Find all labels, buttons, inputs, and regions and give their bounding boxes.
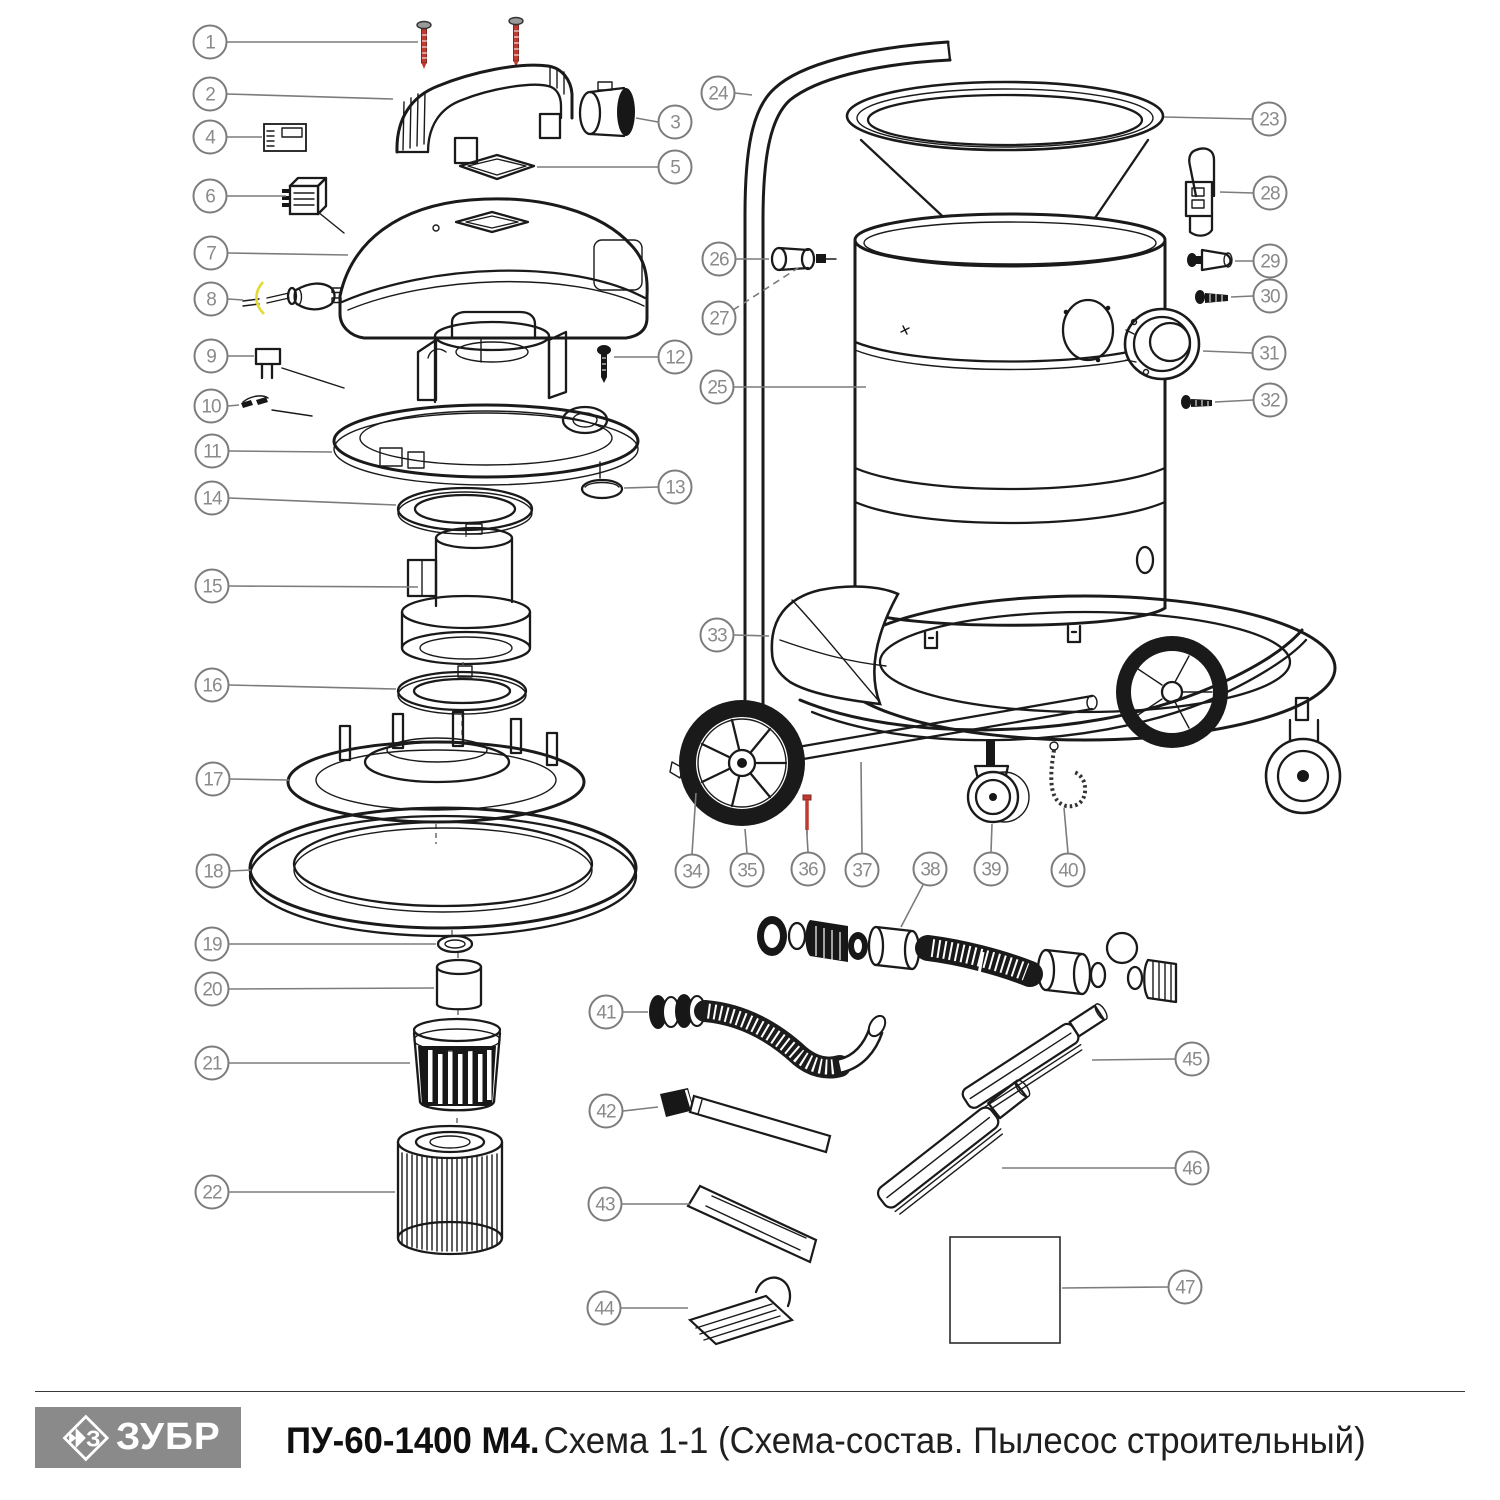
part-coupling-set-38 bbox=[757, 916, 1176, 1002]
callout-19 bbox=[196, 928, 437, 961]
callout-number-30: 30 bbox=[1260, 286, 1280, 308]
leader-line-40 bbox=[1064, 808, 1068, 853]
callout-number-17: 17 bbox=[203, 769, 223, 791]
callout-number-39: 39 bbox=[981, 859, 1001, 881]
part-hook-40 bbox=[1050, 742, 1085, 806]
leader-line-18 bbox=[230, 870, 251, 871]
callout-21 bbox=[196, 1047, 411, 1080]
callout-28 bbox=[1220, 177, 1287, 210]
callout-number-5: 5 bbox=[670, 157, 680, 179]
part-float-valve-29 bbox=[1187, 250, 1232, 270]
callout-26 bbox=[703, 243, 770, 276]
callout-10 bbox=[195, 390, 240, 423]
part-oring-19 bbox=[438, 936, 472, 960]
callout-number-26: 26 bbox=[709, 249, 729, 271]
leader-line-7 bbox=[228, 253, 348, 255]
callout-6 bbox=[194, 180, 287, 213]
callout-number-35: 35 bbox=[737, 860, 757, 882]
callout-15 bbox=[196, 570, 419, 603]
part-switch-6 bbox=[282, 178, 344, 233]
callout-35 bbox=[731, 829, 764, 887]
part-power-cord-8 bbox=[243, 282, 341, 314]
part-hose-41 bbox=[649, 994, 889, 1068]
leader-line-33 bbox=[734, 635, 769, 636]
callout-7 bbox=[195, 237, 349, 270]
part-tank-25 bbox=[855, 214, 1165, 635]
leader-line-42 bbox=[623, 1107, 658, 1111]
callout-22 bbox=[196, 1176, 396, 1209]
callout-number-16: 16 bbox=[202, 675, 222, 697]
leader-line-38 bbox=[901, 883, 924, 927]
scheme-subtitle: Схема 1-1 (Схема-состав. Пылесос строительный) bbox=[543, 1420, 1366, 1461]
part-cord-hook-3 bbox=[580, 82, 635, 136]
leader-line-30 bbox=[1231, 296, 1253, 297]
part-crevice-nozzle-43 bbox=[688, 1186, 816, 1262]
callout-5 bbox=[537, 151, 692, 184]
callout-number-3: 3 bbox=[670, 112, 680, 134]
callout-23 bbox=[1164, 103, 1286, 136]
part-motor-15 bbox=[402, 524, 530, 677]
callout-2 bbox=[194, 78, 394, 111]
part-cap-13 bbox=[582, 480, 622, 498]
callout-number-1: 1 bbox=[205, 32, 215, 54]
model-name: ПУ-60-1400 М4. bbox=[286, 1420, 540, 1461]
callout-number-31: 31 bbox=[1259, 343, 1279, 365]
leader-line-39 bbox=[991, 824, 992, 852]
footer-divider bbox=[35, 1391, 1465, 1392]
callout-20 bbox=[196, 973, 435, 1006]
part-motor-cover-7 bbox=[340, 199, 647, 362]
callout-number-25: 25 bbox=[707, 377, 727, 399]
leader-line-28 bbox=[1220, 192, 1253, 193]
callout-44 bbox=[588, 1292, 689, 1325]
callout-32 bbox=[1215, 384, 1287, 417]
callout-39 bbox=[975, 824, 1008, 886]
callout-42 bbox=[590, 1095, 659, 1128]
part-latch-28 bbox=[1186, 148, 1214, 235]
callout-8 bbox=[195, 283, 244, 316]
callout-number-27: 27 bbox=[709, 308, 729, 330]
part-filter-cage-21 bbox=[414, 1019, 500, 1125]
callout-13 bbox=[624, 471, 692, 504]
part-sleeve-20 bbox=[437, 960, 481, 1017]
callout-number-6: 6 bbox=[205, 186, 215, 208]
part-gasket-ring-14 bbox=[398, 488, 532, 534]
callout-number-20: 20 bbox=[202, 979, 222, 1001]
leader-line-47 bbox=[1062, 1287, 1168, 1288]
callout-number-10: 10 bbox=[201, 396, 221, 418]
callout-29 bbox=[1235, 245, 1287, 278]
part-screw-12 bbox=[597, 345, 611, 383]
callout-number-7: 7 bbox=[206, 243, 216, 265]
part-label-plate-4 bbox=[264, 124, 306, 151]
callout-number-34: 34 bbox=[682, 861, 702, 883]
part-pin-36 bbox=[803, 795, 811, 835]
leader-line-36 bbox=[807, 835, 808, 852]
part-screw-30 bbox=[1195, 290, 1228, 304]
callout-number-8: 8 bbox=[206, 289, 216, 311]
part-rear-wheel-35 bbox=[679, 700, 805, 826]
leader-line-3 bbox=[636, 118, 658, 122]
part-clip-10 bbox=[241, 396, 312, 416]
callout-number-38: 38 bbox=[920, 859, 940, 881]
leader-line-16 bbox=[229, 685, 396, 689]
callout-27 bbox=[703, 268, 799, 335]
zubr-logo-icon bbox=[58, 1412, 110, 1464]
part-fitting-26-27 bbox=[772, 248, 836, 270]
callout-number-46: 46 bbox=[1182, 1158, 1202, 1180]
callout-number-33: 33 bbox=[707, 625, 727, 647]
leader-line-37 bbox=[861, 762, 862, 853]
leader-line-2 bbox=[227, 94, 393, 99]
svg-text:З: З bbox=[85, 1424, 101, 1451]
callout-25 bbox=[701, 371, 867, 404]
callout-number-9: 9 bbox=[206, 346, 216, 368]
part-inlet-port-31 bbox=[1125, 309, 1199, 379]
callout-number-41: 41 bbox=[596, 1002, 616, 1024]
callout-number-19: 19 bbox=[202, 934, 222, 956]
callout-36 bbox=[792, 835, 825, 886]
diagram-title bbox=[286, 1420, 1366, 1462]
leader-line-23 bbox=[1164, 117, 1252, 119]
callout-number-45: 45 bbox=[1182, 1049, 1202, 1071]
leader-line-11 bbox=[229, 451, 332, 452]
part-screw-32 bbox=[1181, 395, 1212, 409]
part-motor-plate-11 bbox=[334, 322, 638, 485]
callout-number-43: 43 bbox=[595, 1194, 615, 1216]
callout-24 bbox=[702, 77, 753, 110]
callout-number-42: 42 bbox=[596, 1101, 616, 1123]
callout-18 bbox=[197, 855, 252, 888]
callout-30 bbox=[1231, 280, 1287, 313]
callout-4 bbox=[194, 121, 263, 154]
callout-47 bbox=[1062, 1271, 1202, 1304]
callout-3 bbox=[636, 106, 692, 139]
part-filter-cartridge-22 bbox=[398, 1126, 502, 1254]
leader-line-31 bbox=[1203, 351, 1252, 353]
callout-1 bbox=[194, 26, 419, 59]
leader-line-15 bbox=[229, 586, 418, 587]
callout-number-13: 13 bbox=[665, 477, 685, 499]
callout-number-28: 28 bbox=[1260, 183, 1280, 205]
callout-37 bbox=[846, 762, 879, 887]
leader-line-24 bbox=[735, 93, 752, 95]
callout-number-11: 11 bbox=[203, 441, 221, 463]
callout-number-47: 47 bbox=[1175, 1277, 1195, 1299]
callout-number-29: 29 bbox=[1260, 251, 1280, 273]
part-carry-handle-2 bbox=[397, 65, 572, 163]
callout-number-37: 37 bbox=[852, 860, 872, 882]
brand-text: ЗУБР bbox=[115, 1416, 221, 1458]
leader-line-17 bbox=[230, 779, 289, 780]
part-filter-bag-47 bbox=[950, 1237, 1060, 1343]
callout-45 bbox=[1092, 1043, 1209, 1076]
callout-number-32: 32 bbox=[1260, 390, 1280, 412]
callout-46 bbox=[1002, 1152, 1209, 1185]
callout-number-23: 23 bbox=[1259, 109, 1279, 131]
callout-number-24: 24 bbox=[708, 83, 728, 105]
callout-number-15: 15 bbox=[202, 576, 222, 598]
callout-9 bbox=[195, 340, 255, 373]
leader-line-27 bbox=[733, 268, 798, 310]
callout-31 bbox=[1203, 337, 1286, 370]
callout-number-22: 22 bbox=[202, 1182, 222, 1204]
callout-43 bbox=[589, 1188, 691, 1221]
part-caster-39 bbox=[968, 740, 1029, 822]
part-floor-brush-46 bbox=[875, 1078, 1041, 1218]
leader-line-14 bbox=[229, 498, 396, 505]
callout-17 bbox=[197, 763, 290, 796]
callout-41 bbox=[590, 996, 649, 1029]
leader-line-10 bbox=[228, 405, 239, 406]
callout-11 bbox=[196, 435, 333, 468]
callout-12 bbox=[614, 341, 692, 374]
callout-number-36: 36 bbox=[798, 859, 818, 881]
leader-line-45 bbox=[1092, 1059, 1175, 1060]
callout-38 bbox=[901, 853, 947, 928]
part-gasket-5 bbox=[460, 155, 534, 179]
part-upholstery-nozzle-44 bbox=[690, 1278, 792, 1344]
callout-number-18: 18 bbox=[203, 861, 223, 883]
callout-16 bbox=[196, 669, 397, 702]
callout-33 bbox=[701, 619, 770, 652]
callout-number-44: 44 bbox=[594, 1298, 614, 1320]
leader-line-32 bbox=[1215, 400, 1253, 402]
callout-number-14: 14 bbox=[202, 488, 222, 510]
callout-number-12: 12 bbox=[665, 347, 685, 369]
callout-number-4: 4 bbox=[205, 127, 215, 149]
leader-line-35 bbox=[745, 829, 747, 853]
zubr-logo bbox=[35, 1407, 241, 1468]
leader-line-20 bbox=[229, 988, 434, 989]
callout-number-21: 21 bbox=[202, 1053, 222, 1075]
part-screws-1 bbox=[417, 18, 523, 70]
leader-line-13 bbox=[624, 487, 658, 488]
callout-40 bbox=[1052, 808, 1085, 887]
leader-line-8 bbox=[228, 299, 243, 300]
part-extension-tube-42 bbox=[660, 1088, 830, 1152]
part-big-gasket-18 bbox=[250, 808, 636, 937]
part-thermostat-9 bbox=[256, 349, 344, 388]
callout-number-2: 2 bbox=[205, 84, 215, 106]
callout-number-40: 40 bbox=[1058, 860, 1078, 882]
callout-14 bbox=[196, 482, 397, 515]
